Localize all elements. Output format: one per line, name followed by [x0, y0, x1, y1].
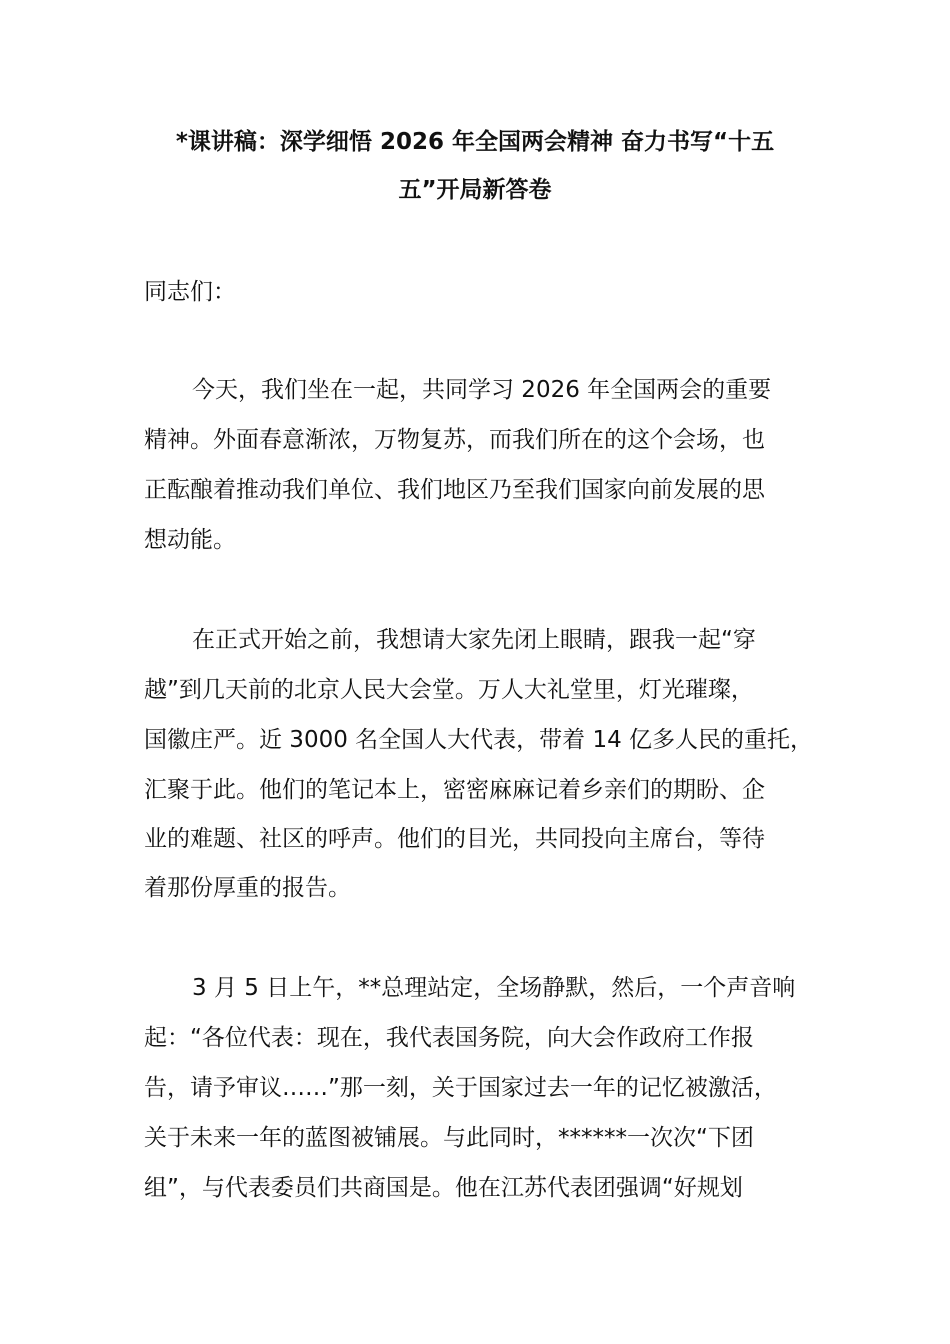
paragraph-line: 正酝酿着推动我们单位、我们地区乃至我们国家向前发展的思 [144, 477, 765, 503]
paragraph-line: 想动能。 [144, 527, 236, 553]
paragraph-line: 在正式开始之前，我想请大家先闭上眼睛，跟我一起“穿 [192, 627, 756, 653]
paragraph-line: 今天，我们坐在一起，共同学习 2026 年全国两会的重要 [192, 377, 772, 403]
paragraph-line: 业的难题、社区的呼声。他们的目光，共同投向主席台，等待 [144, 826, 765, 852]
salutation: 同志们： [144, 279, 236, 305]
paragraph-line: 精神。外面春意渐浓，万物复苏，而我们所在的这个会场，也 [144, 427, 765, 453]
paragraph-line: 着那份厚重的报告。 [144, 875, 351, 901]
paragraph-line: 组”，与代表委员们共商国是。他在江苏代表团强调“好规划 [144, 1175, 743, 1201]
paragraph-line: 汇聚于此。他们的笔记本上，密密麻麻记着乡亲们的期盼、企 [144, 777, 765, 803]
paragraph-line: 国徽庄严。近 3000 名全国人大代表，带着 14 亿多人民的重托， [144, 727, 814, 753]
paragraph-line: 越”到几天前的北京人民大会堂。万人大礼堂里，灯光璀璨， [144, 677, 754, 703]
paragraph-line: 起：“各位代表：现在，我代表国务院，向大会作政府工作报 [144, 1025, 754, 1051]
paragraph-line: 关于未来一年的蓝图被铺展。与此同时，******一次次“下团 [144, 1125, 754, 1151]
paragraph-line: 告，请予审议……”那一刻，关于国家过去一年的记忆被激活， [144, 1075, 777, 1101]
paragraph-line: 3 月 5 日上午，**总理站定，全场静默，然后，一个声音响 [192, 975, 796, 1001]
document-title-line-1: *课讲稿：深学细悟 2026 年全国两会精神 奋力书写“十五 [175, 129, 775, 155]
document-title-line-2: 五”开局新答卷 [398, 177, 552, 203]
